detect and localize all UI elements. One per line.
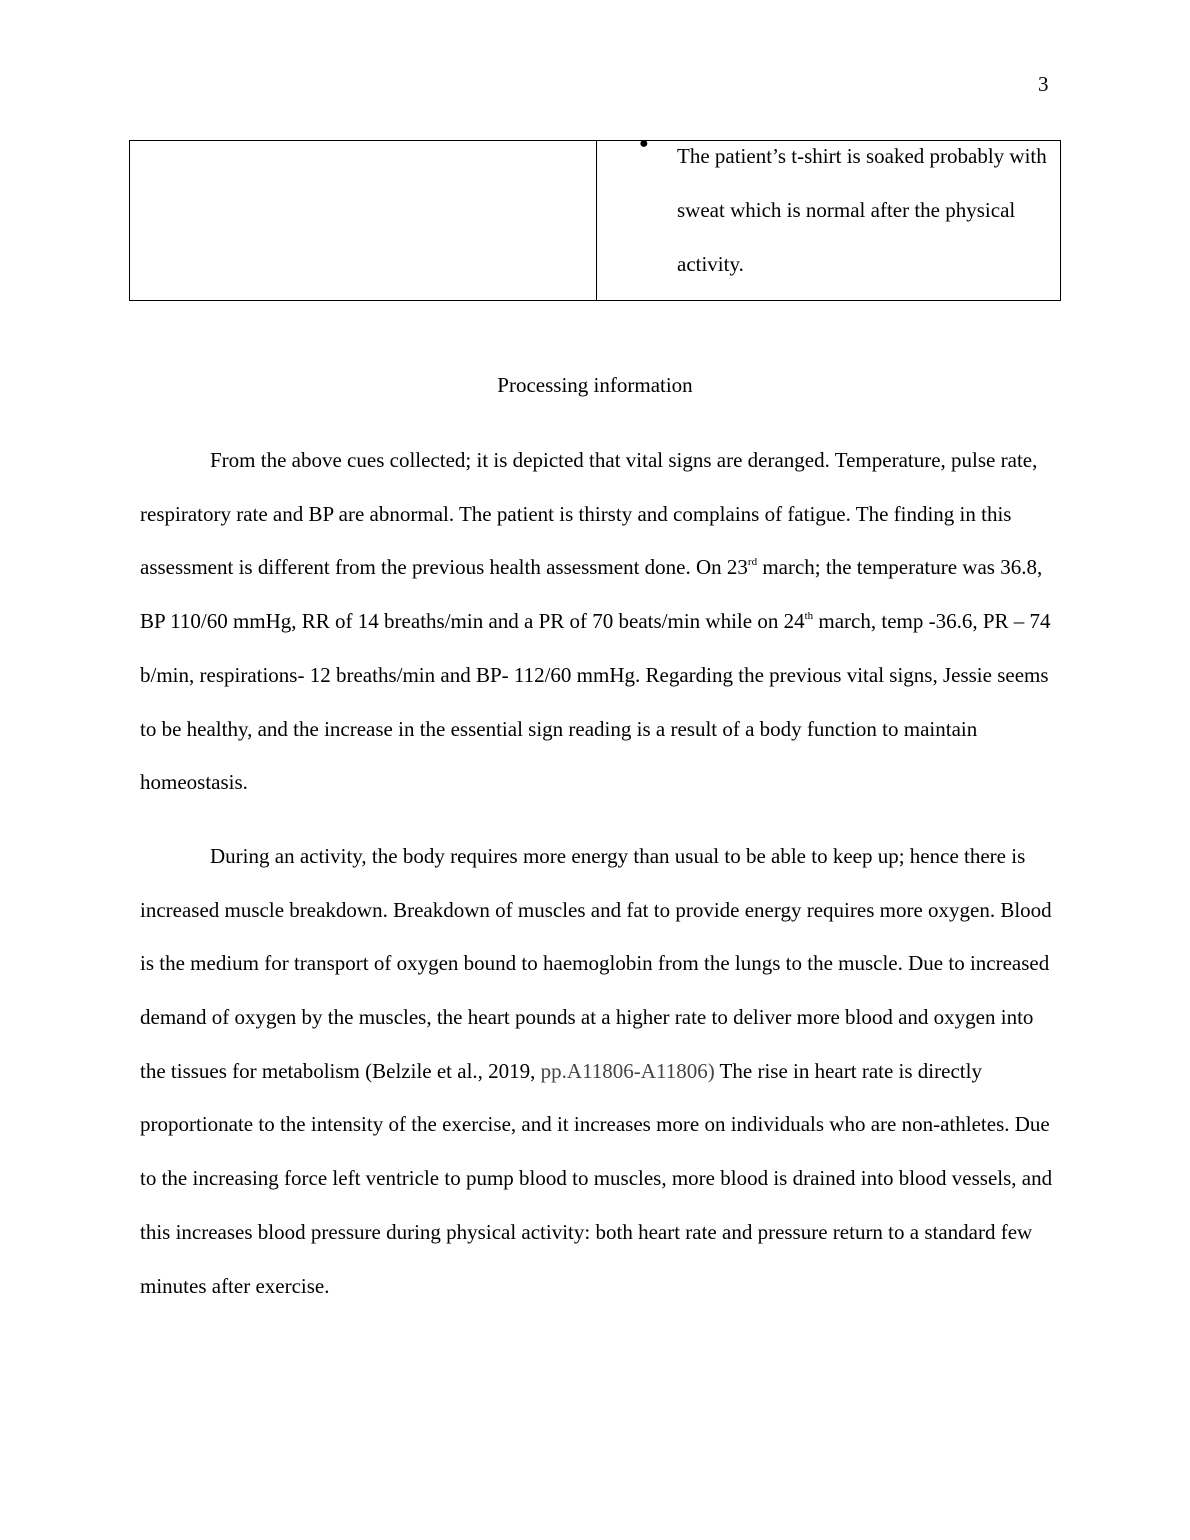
paragraph-text: From the above cues collected; it is depicted that vital signs are deranged. Temperature, pulse rate, respiratory rate and BP are abnormal. The patient is thirsty and complains of fatigue. The finding in this assessment is different from the previous health assessment done. On 23 — [140, 448, 1038, 580]
ordinal-suffix: th — [804, 610, 814, 623]
paragraph-text: During an activity, the body requires more energy than usual to be able to keep up; hence there is increased muscle breakdown. Breakdown of muscles and fat to provide energy requires more oxygen. Blood is the medium for transport of oxygen bound to haemoglobin from the lungs to the muscle. Due to increased demand of oxygen by the muscles, the heart pounds at a higher rate to deliver more blood and oxygen into the tissues for metabolism (Belzile et al., 2019, — [140, 843, 1052, 1083]
bullet-icon: ● — [639, 135, 649, 152]
table-cell-left — [130, 141, 597, 301]
table-row — [130, 141, 1061, 301]
list-item — [597, 129, 1060, 291]
citation-pages: pp.A11806-A11806) — [540, 1058, 715, 1083]
body-text — [140, 434, 1055, 1333]
page-number: 3 — [1038, 72, 1049, 96]
cues-table — [129, 135, 1061, 301]
cue-text: The patient’s t-shirt is soaked probably with sweat which is normal after the physical activity. — [677, 144, 1047, 276]
paragraph-text: march, temp -36.6, PR – 74 b/min, respirations- 12 breaths/min and BP- 112/60 mmHg. Regarding the previous vital signs, Jessie seems to be healthy, and the increase in the essential sign reading is a result of a body function to maintain homeostasis. — [140, 609, 1051, 795]
table-cell-right — [597, 135, 1061, 301]
paragraph — [140, 830, 1055, 1313]
ordinal-suffix: rd — [747, 556, 758, 569]
paragraph — [140, 434, 1055, 810]
paragraph-text: The rise in heart rate is directly proportionate to the intensity of the exercise, and it increases more on individuals who are non-athletes. Due to the increasing force left ventricle to pump blood to muscles, more blood is drained into blood vessels, and this increases blood pressure during physical activity: both heart rate and pressure return to a standard few minutes after exercise. — [140, 1058, 1053, 1298]
section-heading: Processing information — [497, 373, 693, 397]
bullet-list — [597, 129, 1060, 291]
paragraph-text: march; the temperature was 36.8, BP 110/60 mmHg, RR of 14 breaths/min and a PR of 70 beats/min while on 24 — [140, 555, 1043, 634]
